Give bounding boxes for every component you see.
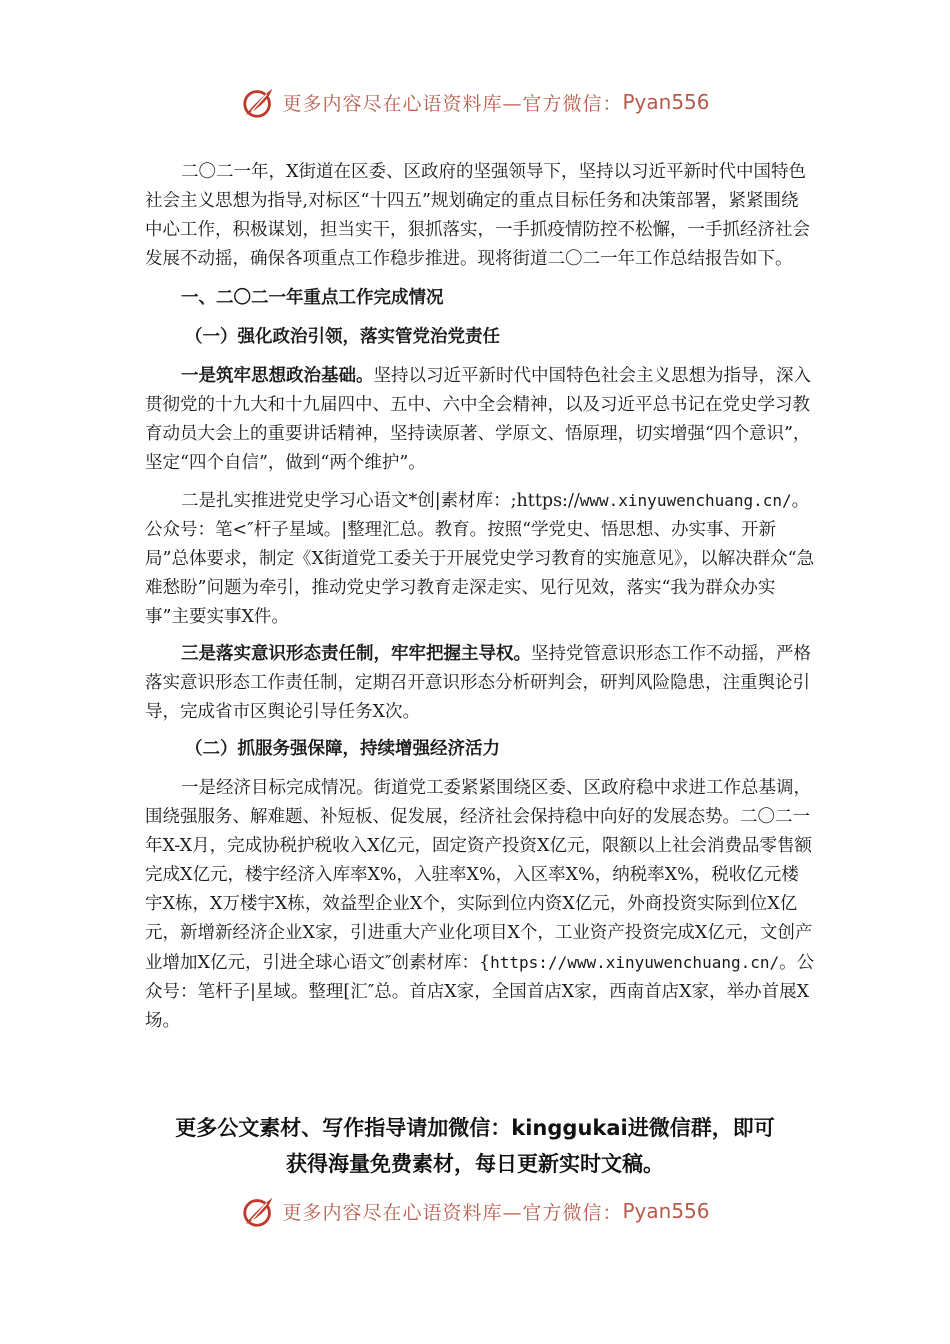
url-text: https://www.xinyuwenchuang.cn/ [490,953,780,972]
subsection-heading: （一）强化政治引领，落实管党治党责任 [185,327,500,347]
quill-logo-icon [240,1192,278,1230]
paragraph-text: 。公众号：笔<″杆子星域。|整理汇总。教育。按照“学党史、悟思想、办实事、开新局”总体要求，制定《X街道党工委关于开展党史学习教育的实施意见》，以解决群众“急难愁盼”问题为牵引，推动党史学习教育走深走实、见行见效，落实“我为群众办实事”主要实事X件。 [145,491,815,627]
banner-wechat-id: Pyan556 [622,90,710,114]
paragraph-text: 坚持党管意识形态工作不动摇，严格落实意识形态工作责任制，定期召开意识形态分析研判会，研判风险隐患，注重舆论引导，完成省市区舆论引导任务X次。 [145,644,811,722]
banner-text: 更多内容尽在心语资料库—官方微信： [282,1201,623,1224]
footer-banner [0,1191,950,1231]
subsection-heading: （二）抓服务强保障，持续增强经济活力 [185,739,500,759]
url-text: www.xinyuwenchuang.cn/ [579,491,792,510]
document-body [145,158,815,1036]
paragraph-text: 二是扎实推进党史学习心语文*创|素材库：;https:// [181,491,580,511]
promo-block [0,1110,950,1182]
promo-line-1: 更多公文素材、写作指导请加微信：kinggukai进微信群，即可 [175,1116,775,1140]
section-heading: 一、二〇二一年重点工作完成情况 [181,288,444,308]
paragraph-4 [145,774,815,1036]
header-banner [0,82,950,122]
paragraph-2 [145,486,815,632]
banner-wechat-id: Pyan556 [622,1199,710,1223]
banner-text: 更多内容尽在心语资料库—官方微信： [282,92,623,115]
paragraph-lead: 一是筑牢思想政治基础。 [181,366,374,386]
paragraph-3 [145,640,815,727]
paragraph-text: 一是经济目标完成情况。街道党工委紧紧围绕区委、区政府稳中求进工作总基调，围绕强服务、解难题、补短板、促发展，经济社会保持稳中向好的发展态势。二〇二一年X-X月，完成协税护税收入X亿元，固定资产投资X亿元，限额以上社会消费品零售额完成X亿元，楼宇经济入库率X%，入驻率X%，入区率X%，纳税率X%，税收亿元楼宇X栋，X万楼宇X栋，效益型企业X个，实际到位内资X亿元，外商投资实际到位X亿元，新增新经济企业X家，引进重大产业化项目X个，工业资产投资完成X亿元，文创产业增加X亿元，引进全球心语文″创素材库：{ [145,778,813,973]
promo-line-2: 获得海量免费素材，每日更新实时文稿。 [286,1152,664,1176]
paragraph-1 [145,362,815,478]
quill-logo-icon [240,83,278,121]
paragraph-text: 。公众号：笔杆子|星域。整理[汇″总。首店X家，全国首店X家，西南首店X家，举办首展X场。 [145,953,815,1031]
paragraph-lead: 三是落实意识形态责任制，牢牢把握主导权。 [181,644,531,664]
paragraph-text: 坚持以习近平新时代中国特色社会主义思想为指导，深入贯彻党的十九大和十九届四中、五中、六中全会精神，以及习近平总书记在党史学习教育动员大会上的重要讲话精神，坚持读原著、学原文、悟原理，切实增强“四个意识”，坚定“四个自信”，做到“两个维护”。 [145,366,811,473]
intro-paragraph: 二〇二一年，X街道在区委、区政府的坚强领导下，坚持以习近平新时代中国特色社会主义思想为指导,对标区“十四五”规划确定的重点目标任务和决策部署，紧紧围绕中心工作，积极谋划，担当实干，狠抓落实，一手抓疫情防控不松懈，一手抓经济社会发展不动摇，确保各项重点工作稳步推进。现将街道二〇二一年工作总结报告如下。 [145,162,810,269]
